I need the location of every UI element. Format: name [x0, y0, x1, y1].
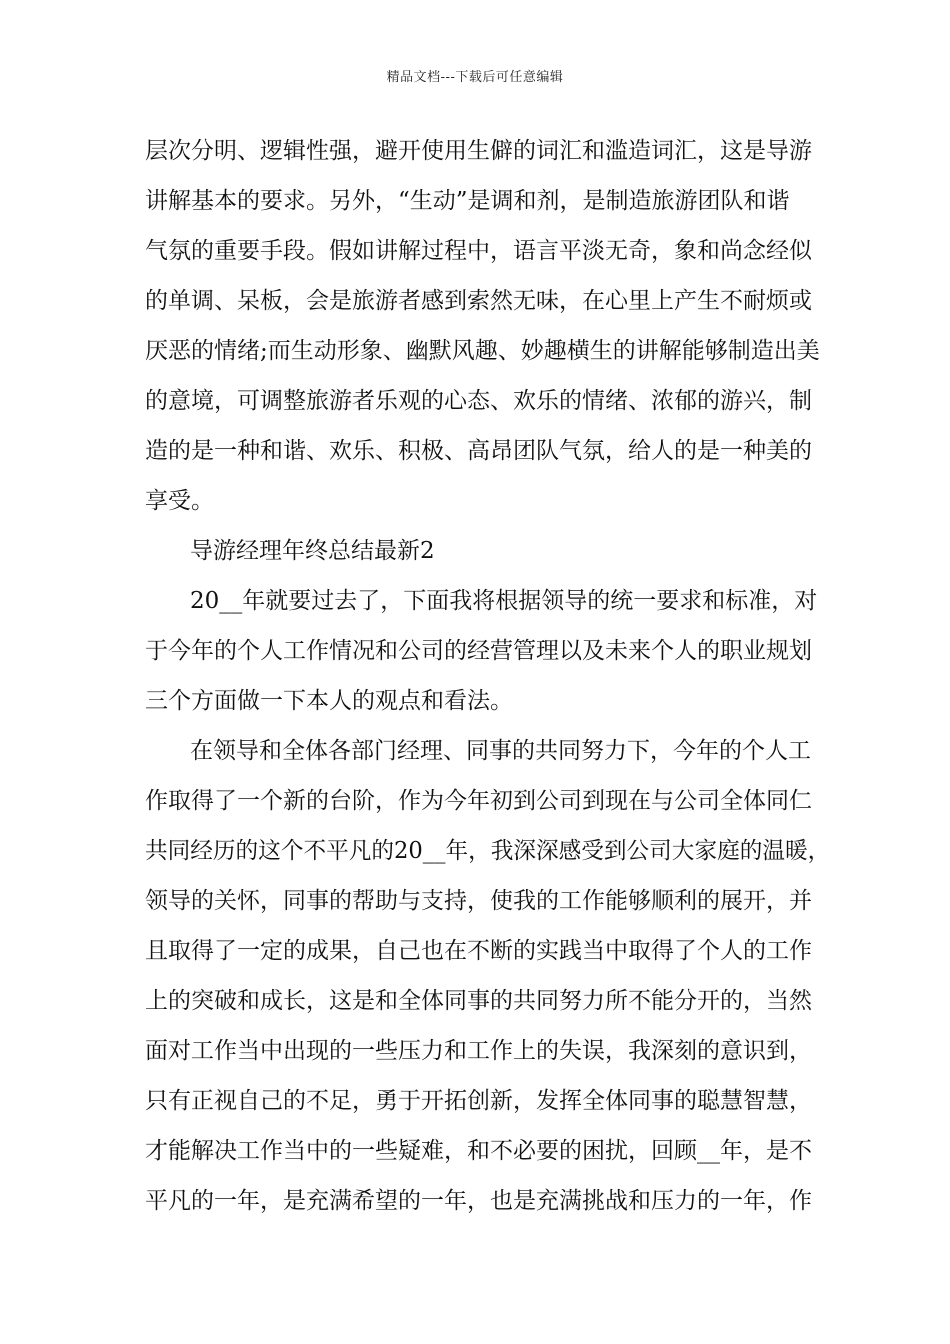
body-line: 20__年就要过去了，下面我将根据领导的统一要求和标准，对 — [190, 588, 818, 614]
body-line: 的单调、呆板，会是旅游者感到索然无味，在心里上产生不耐烦或 — [145, 288, 812, 314]
body-line: 于今年的个人工作情况和公司的经营管理以及未来个人的职业规划 — [145, 638, 812, 664]
body-line: 的意境，可调整旅游者乐观的心态、欢乐的情绪、浓郁的游兴，制 — [145, 388, 812, 414]
body-line: 领导的关怀，同事的帮助与支持，使我的工作能够顺利的展开，并 — [145, 888, 812, 914]
body-line: 才能解决工作当中的一些疑难，和不必要的困扰，回顾__年，是不 — [145, 1138, 812, 1164]
body-line: 气氛的重要手段。假如讲解过程中，语言平淡无奇，象和尚念经似 — [145, 238, 812, 264]
body-line: 在领导和全体各部门经理、同事的共同努力下，今年的个人工 — [190, 738, 811, 764]
body-line: 平凡的一年，是充满希望的一年，也是充满挑战和压力的一年，作 — [145, 1188, 812, 1214]
body-line: 作取得了一个新的台阶，作为今年初到公司到现在与公司全体同仁 — [145, 788, 812, 814]
body-line: 厌恶的情绪;而生动形象、幽默风趣、妙趣横生的讲解能够制造出美 — [145, 338, 820, 364]
page-header: 精品文档---下载后可任意编辑 — [386, 70, 564, 85]
body-line: 共同经历的这个不平凡的20__年，我深深感受到公司大家庭的温暖， — [145, 838, 831, 864]
body-line: 三个方面做一下本人的观点和看法。 — [145, 688, 513, 714]
body-line: 讲解基本的要求。另外，“生动”是调和剂，是制造旅游团队和谐 — [145, 188, 790, 214]
body-line: 造的是一种和谐、欢乐、积极、高昂团队气氛，给人的是一种美的 — [145, 438, 812, 464]
body-line: 且取得了一定的成果，自己也在不断的实践当中取得了个人的工作 — [145, 938, 812, 964]
body-line: 上的突破和成长，这是和全体同事的共同努力所不能分开的，当然 — [145, 988, 812, 1014]
body-line: 面对工作当中出现的一些压力和工作上的失误，我深刻的意识到， — [145, 1038, 812, 1064]
body-line: 享受。 — [145, 488, 214, 514]
section-heading: 导游经理年终总结最新2 — [190, 538, 435, 564]
body-line: 只有正视自己的不足，勇于开拓创新，发挥全体同事的聪慧智慧， — [145, 1088, 812, 1114]
body-line: 层次分明、逻辑性强，避开使用生僻的词汇和滥造词汇，这是导游 — [145, 138, 812, 164]
